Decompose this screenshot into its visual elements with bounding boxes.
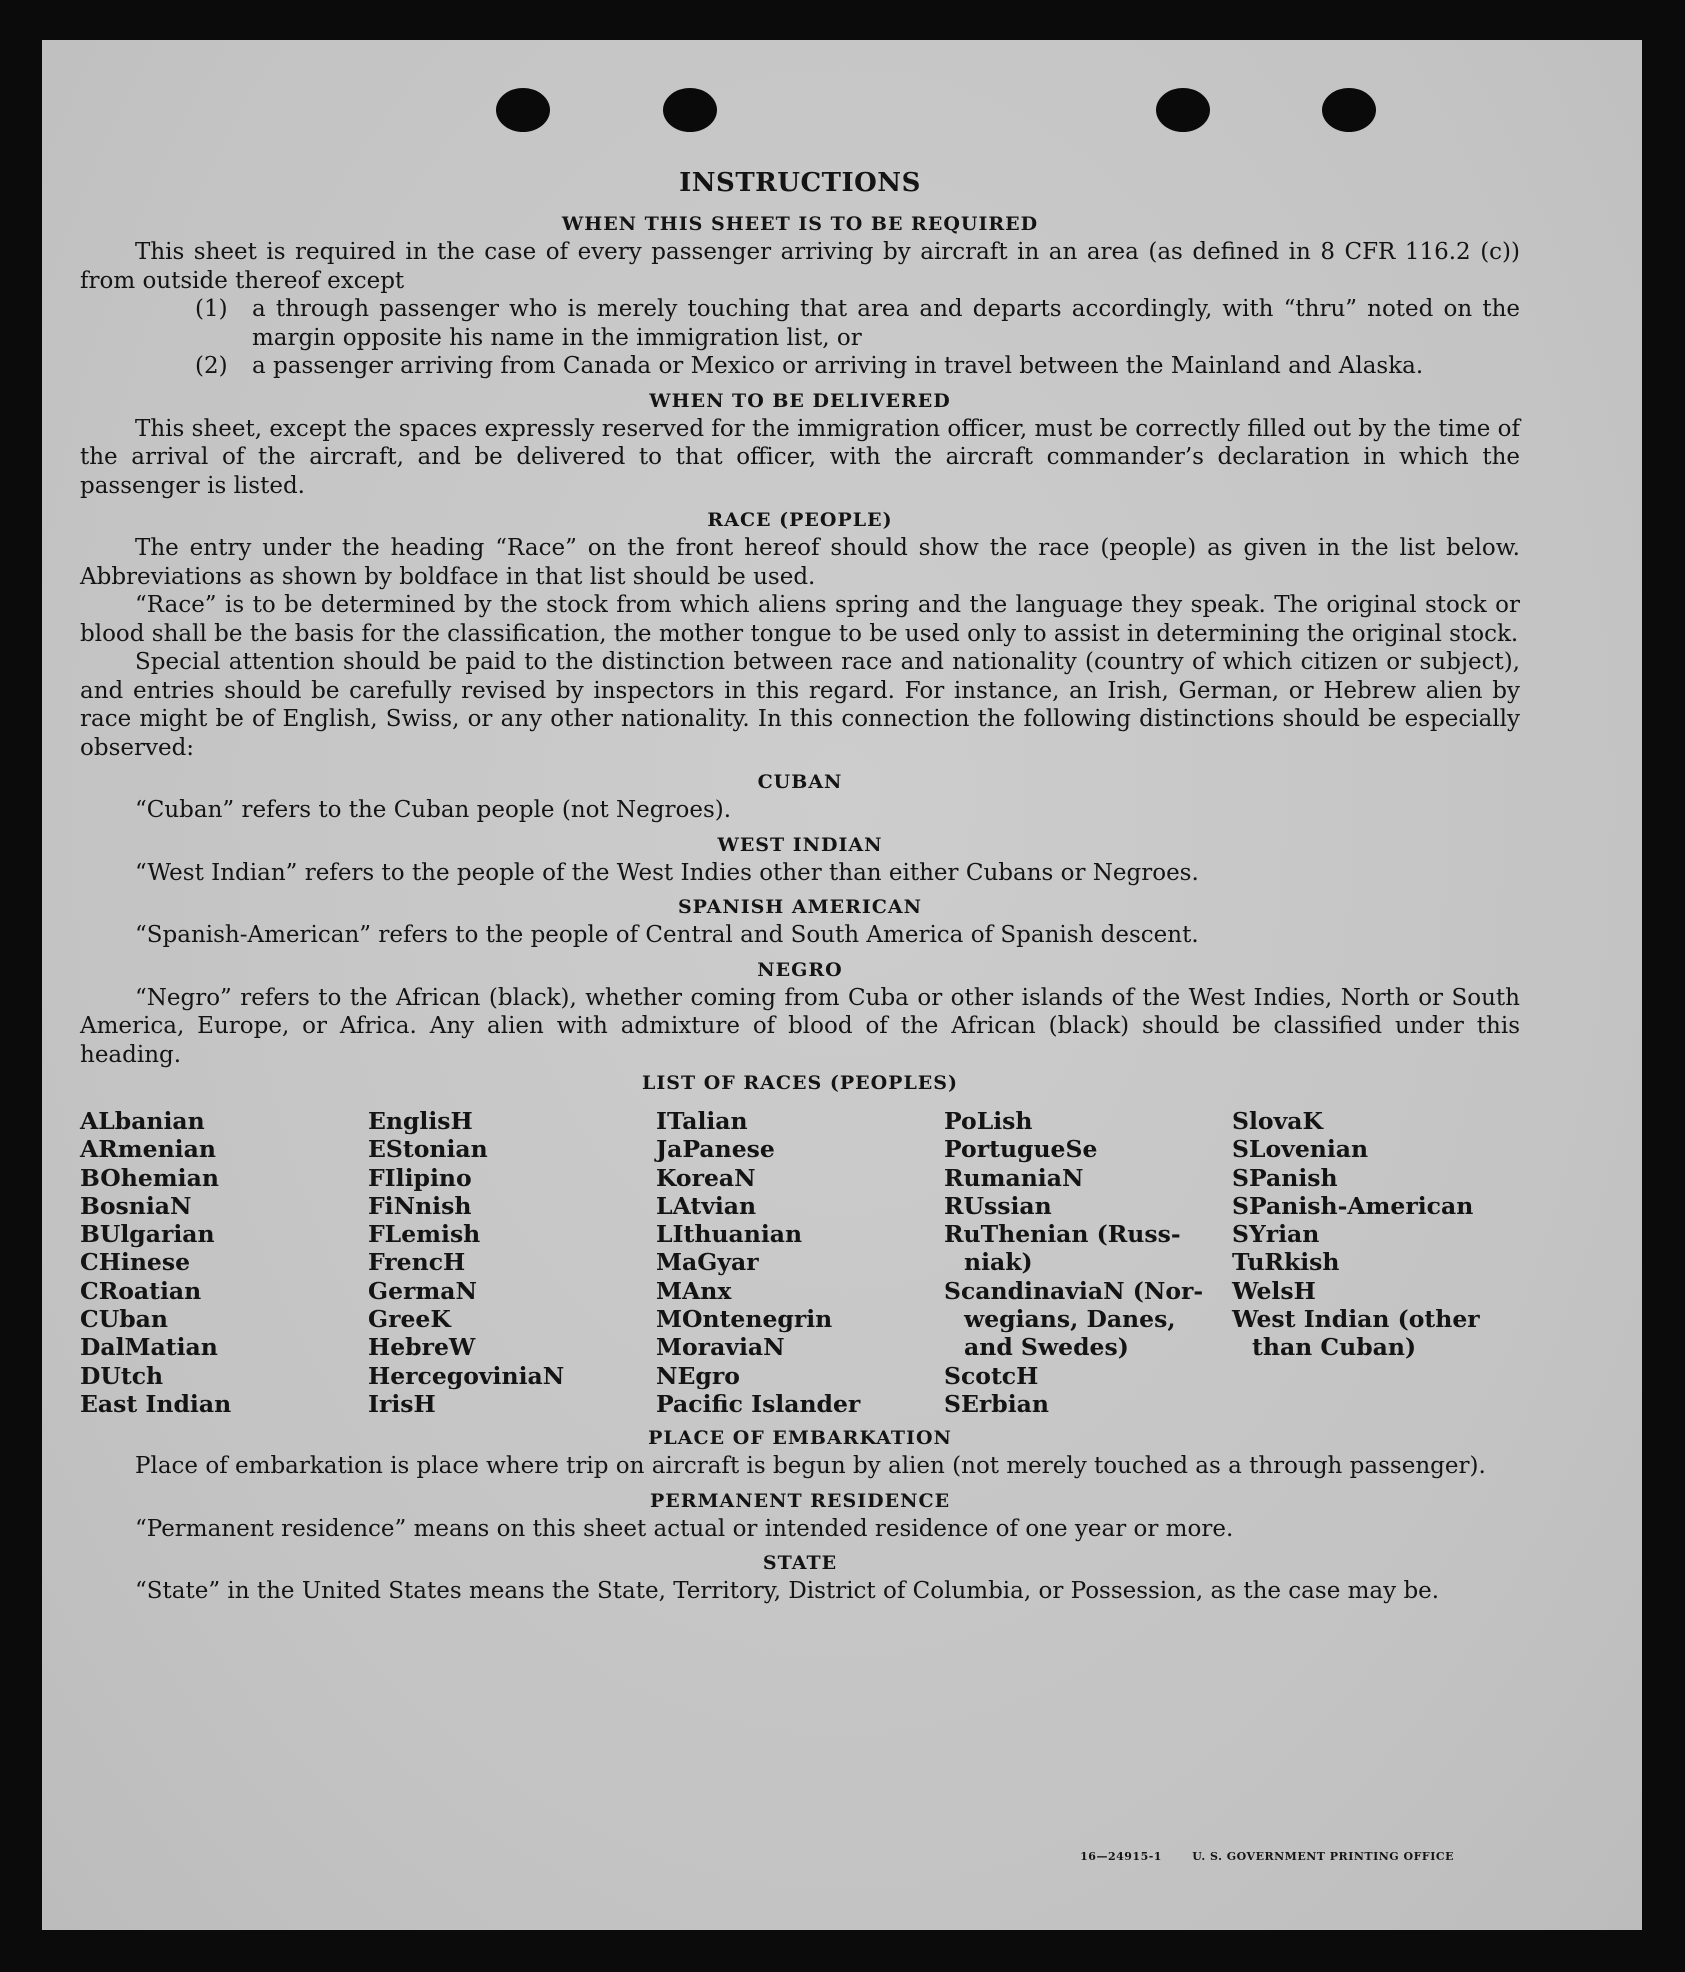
heading-spanish-american: SPANISH AMERICAN <box>677 896 923 918</box>
print-footer <box>1054 1850 1454 1863</box>
race-entry: EnglisH <box>368 1107 473 1135</box>
race-entry: NEgro <box>656 1361 740 1390</box>
race-entry-continued: wegians, Danes, <box>964 1305 1176 1334</box>
race-entry-continued: than Cuban) <box>1252 1333 1417 1362</box>
race-paragraph: The entry under the heading “Race” on the front hereof should show the race (people) as given in the list below. Abbreviations as shown by boldface in that list should be used. <box>80 535 1520 590</box>
race-entry: SYrian <box>1232 1220 1320 1249</box>
heading-when-required: WHEN THIS SHEET IS TO BE REQUIRED <box>561 213 1039 235</box>
race-entry: WelsH <box>1232 1276 1316 1305</box>
exception-item <box>195 295 1520 352</box>
race-entry: HebreW <box>368 1333 476 1362</box>
race-entry: MAnx <box>656 1276 732 1305</box>
exception-number: (2) <box>195 353 228 379</box>
race-entry: LIthuanian <box>656 1220 803 1249</box>
instructions-content <box>80 168 1520 1606</box>
residence-text: “Permanent residence” means on this sheet actual or intended residence of one year or more. <box>135 1515 1234 1542</box>
heading-residence: PERMANENT RESIDENCE <box>649 1489 951 1512</box>
race-entry: MOntenegrin <box>656 1305 833 1334</box>
heading-embarkation: PLACE OF EMBARKATION <box>648 1427 952 1450</box>
race-entry: DalMatian <box>80 1333 218 1362</box>
race-entry: ITalian <box>656 1107 748 1135</box>
punch-hole <box>663 88 717 132</box>
race-entry: MoraviaN <box>656 1333 785 1362</box>
race-entry: FIlipino <box>368 1163 472 1192</box>
race-entry: Pacific Islander <box>656 1389 861 1418</box>
when-required-text: This sheet is required in the case of every passenger arriving by aircraft in an area (as defined in 8 CFR 116.2 (c)) from outside thereof except <box>80 239 1520 294</box>
when-delivered-text: This sheet, except the spaces expressly reserved for the immigration officer, must be correctly filled out by the time of the arrival of the aircraft, and be delivered to that officer, with the aircraft commander’s declaration in which the passenger is listed. <box>80 415 1520 499</box>
race-entry: SLovenian <box>1232 1135 1369 1164</box>
race-entry: BosniaN <box>80 1191 192 1220</box>
form-sheet <box>42 40 1642 1930</box>
race-entry: SPanish-American <box>1232 1191 1474 1220</box>
races-column-2 <box>368 1107 656 1418</box>
race-entry: RUssian <box>944 1191 1052 1220</box>
punch-hole <box>1156 88 1210 132</box>
west-indian-text: “West Indian” refers to the people of the West Indies other than either Cubans or Negroes. <box>135 859 1199 886</box>
race-entry: DUtch <box>80 1361 164 1390</box>
race-entry: PortugueSe <box>944 1135 1098 1164</box>
race-entry: HercegoviniaN <box>368 1361 565 1390</box>
race-entry-continued: and Swedes) <box>964 1333 1129 1362</box>
race-entry: ScotcH <box>944 1361 1039 1390</box>
race-entry: GermaN <box>368 1276 477 1305</box>
heading-list-of-races: LIST OF RACES (PEOPLES) <box>642 1072 958 1094</box>
race-entry: FLemish <box>368 1220 481 1249</box>
race-entry: CHinese <box>80 1248 191 1277</box>
races-column-4 <box>944 1107 1232 1418</box>
punch-hole <box>1322 88 1376 132</box>
race-entry: SlovaK <box>1232 1107 1323 1135</box>
heading-west-indian: WEST INDIAN <box>717 833 883 856</box>
race-entry: RumaniaN <box>944 1163 1084 1192</box>
race-entry: ALbanian <box>80 1107 205 1135</box>
race-entry: GreeK <box>368 1305 451 1334</box>
race-entry: KoreaN <box>656 1163 756 1192</box>
heading-race: RACE (PEOPLE) <box>707 509 893 531</box>
punch-hole <box>496 88 550 132</box>
exception-text: a through passenger who is merely touching that area and departs accordingly, with “thru” noted on the margin opposite his name in the immigration list, or <box>252 296 1520 351</box>
race-entry: RuThenian (Russ- <box>944 1220 1181 1249</box>
race-entry: EStonian <box>368 1135 488 1164</box>
heading-state: STATE <box>762 1552 838 1575</box>
race-entry: ARmenian <box>80 1135 216 1164</box>
form-number: 16—24915-1 <box>1080 1850 1162 1863</box>
exception-item <box>195 352 1520 381</box>
spanish-american-text: “Spanish-American” refers to the people of Central and South America of Spanish descent. <box>135 922 1199 948</box>
embarkation-text: Place of embarkation is place where trip on aircraft is begun by alien (not merely touched as a through passenger). <box>135 1453 1486 1480</box>
race-paragraph: Special attention should be paid to the distinction between race and nationality (country of which citizen or subject), and entries should be carefully revised by inspectors in this regard. For instance, an Irish, German, or Hebrew alien by race might be of English, Swiss, or any other nationality. In this connection the following distinctions should be especially observed: <box>80 649 1520 761</box>
negro-text: “Negro” refers to the African (black), whether coming from Cuba or other islands of the West Indies, North or South America, Europe, or Africa. Any alien with admixture of blood of the African (black) should be classified under this heading. <box>80 984 1520 1068</box>
page-title: INSTRUCTIONS <box>679 168 921 198</box>
race-entry: West Indian (other <box>1232 1305 1480 1334</box>
race-entry: FiNnish <box>368 1191 472 1220</box>
race-entry: FrencH <box>368 1248 466 1277</box>
race-entry: East Indian <box>80 1389 232 1418</box>
race-entry: TuRkish <box>1232 1248 1340 1277</box>
race-paragraph: “Race” is to be determined by the stock from which aliens spring and the language they speak. The original stock or blood shall be the basis for the classification, the mother tongue to be used only to assist in determining the original stock. <box>80 592 1520 647</box>
race-entry: MaGyar <box>656 1248 759 1277</box>
races-column-5 <box>1232 1107 1520 1418</box>
race-entry: IrisH <box>368 1389 436 1418</box>
race-entry: ScandinaviaN (Nor- <box>944 1276 1204 1305</box>
race-entry: JaPanese <box>656 1135 775 1164</box>
race-entry: PoLish <box>944 1107 1033 1135</box>
race-entry-continued: niak) <box>964 1248 1033 1277</box>
race-entry: CRoatian <box>80 1276 202 1305</box>
heading-cuban: CUBAN <box>757 771 843 793</box>
race-entry: CUban <box>80 1305 168 1334</box>
race-entry: LAtvian <box>656 1191 757 1220</box>
exception-number: (1) <box>195 296 228 322</box>
races-column-3 <box>656 1107 944 1418</box>
race-entry: SErbian <box>944 1389 1049 1418</box>
cuban-text: “Cuban” refers to the Cuban people (not Negroes). <box>135 797 732 823</box>
races-list <box>80 1107 1520 1418</box>
printer-credit: U. S. GOVERNMENT PRINTING OFFICE <box>1192 1850 1454 1863</box>
exception-text: a passenger arriving from Canada or Mexico or arriving in travel between the Mainland and Alaska. <box>252 353 1424 379</box>
heading-negro: NEGRO <box>757 958 843 981</box>
race-entry: BOhemian <box>80 1163 219 1192</box>
state-text: “State” in the United States means the State, Territory, District of Columbia, or Possession, as the case may be. <box>135 1578 1440 1605</box>
race-entry: SPanish <box>1232 1163 1338 1192</box>
races-column-1 <box>80 1107 368 1418</box>
heading-when-delivered: WHEN TO BE DELIVERED <box>649 389 951 412</box>
race-entry: BUlgarian <box>80 1220 215 1249</box>
